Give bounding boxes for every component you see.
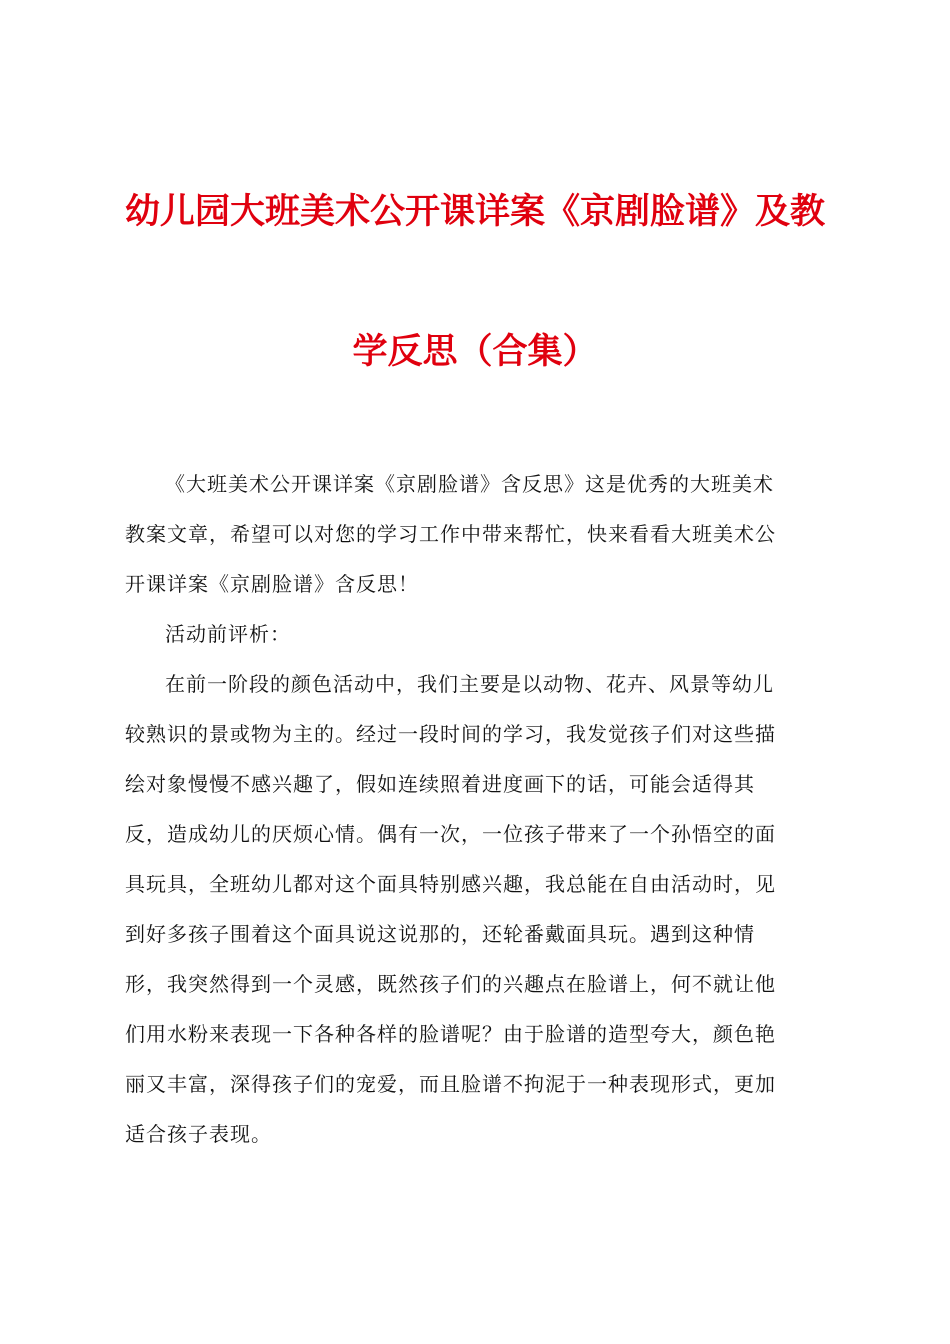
intro-line-3: 开课详案《京剧脸谱》含反思！ [125,572,419,596]
section-heading: 活动前评析： [165,622,291,646]
analysis-line-2: 较熟识的景或物为主的。经过一段时间的学习，我发觉孩子们对这些描 [125,722,776,746]
analysis-line-7: 形，我突然得到一个灵感，既然孩子们的兴趣点在脸谱上，何不就让他 [125,972,776,996]
analysis-line-4: 反，造成幼儿的厌烦心情。偶有一次，一位孩子带来了一个孙悟空的面 [125,822,776,846]
analysis-line-1: 在前一阶段的颜色活动中，我们主要是以动物、花卉、风景等幼儿 [165,672,774,696]
analysis-line-6: 到好多孩子围着这个面具说这说那的，还轮番戴面具玩。遇到这种情 [125,922,755,946]
document-title-line-1: 幼儿园大班美术公开课详案《京剧脸谱》及教 [124,192,825,232]
analysis-line-10: 适合孩子表现。 [125,1122,272,1146]
analysis-line-3: 绘对象慢慢不感兴趣了，假如连续照着进度画下的话，可能会适得其 [125,772,755,796]
analysis-paragraph [125,659,830,1159]
section-heading-paragraph [125,609,830,659]
intro-line-2: 教案文章，希望可以对您的学习工作中带来帮忙，快来看看大班美术公 [125,522,776,546]
analysis-line-9: 丽又丰富，深得孩子们的宠爱，而且脸谱不拘泥于一种表现形式，更加 [125,1072,776,1096]
analysis-line-5: 具玩具，全班幼儿都对这个面具特别感兴趣，我总能在自由活动时，见 [125,872,776,896]
intro-line-1: 《大班美术公开课详案《京剧脸谱》含反思》这是优秀的大班美术 [165,472,774,496]
intro-paragraph [125,459,830,609]
document-title-line-2: 学反思（合集） [352,332,598,372]
analysis-line-8: 们用水粉来表现一下各种各样的脸谱呢？由于脸谱的造型夸大，颜色艳 [125,1022,776,1046]
